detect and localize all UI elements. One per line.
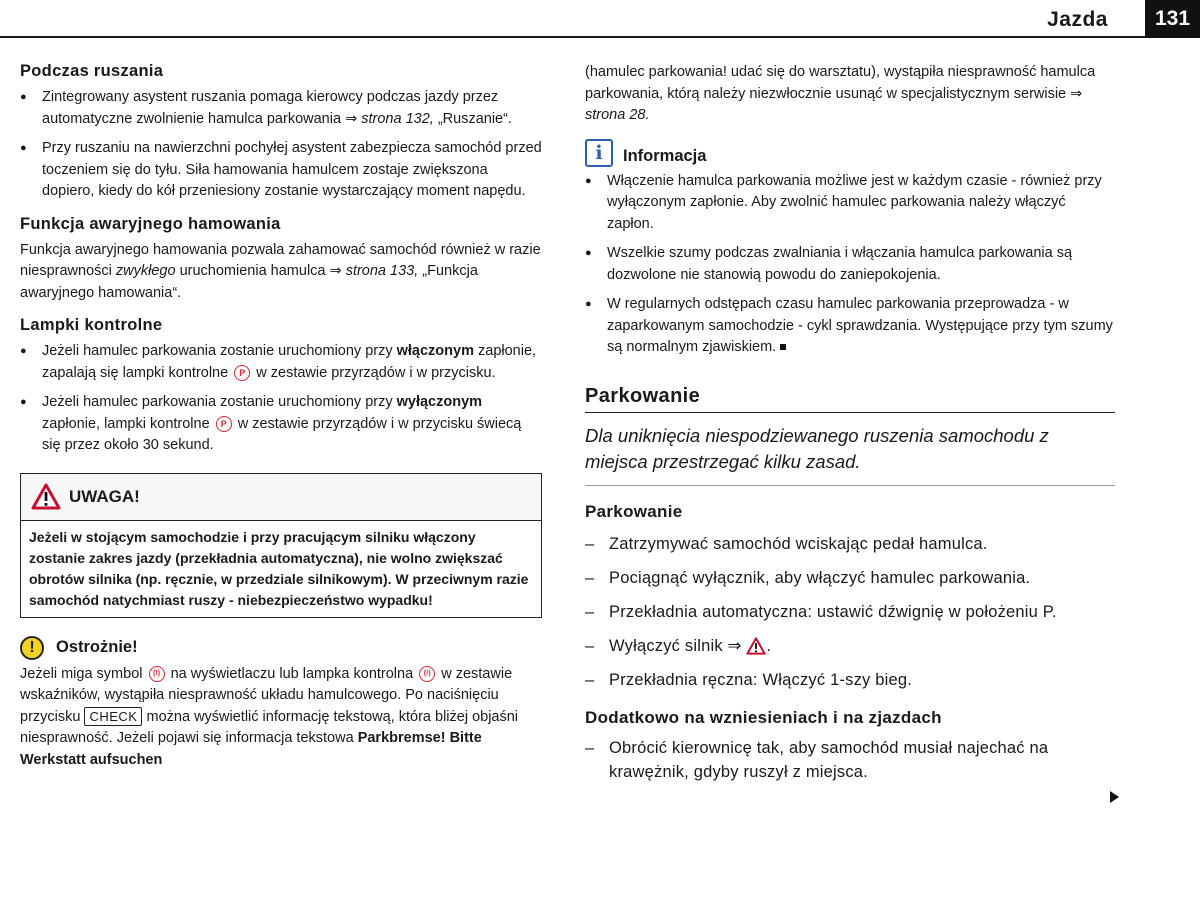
caution-exclamation-icon: ! (20, 636, 44, 660)
warning-header (21, 474, 541, 521)
text: W regularnych odstępach czasu hamulec parkowania przeprowadza - w zaparkowanym samochodzie - cykl sprawdzania. Występujące przy tym szumy są normalnym zjawiskiem. (607, 296, 1113, 355)
caution-label: Ostrożnie! (56, 638, 138, 656)
page-header-line (0, 36, 1200, 38)
list-item: – Obrócić kierownicę tak, aby samochód musiał najechać na krawężnik, gdyby ruszył z miejsca. (585, 736, 1115, 784)
text: na wyświetlaczu lub lampka kontrolna (170, 665, 414, 682)
bullet-paragraph (20, 341, 542, 384)
caution-text (20, 664, 542, 772)
list-item: – Wyłączyć silnik ⇒ . (585, 634, 1115, 658)
text: w zestawie przyrządów i w przycisku świecą się przez około 30 sekund. (42, 415, 522, 453)
end-marker-icon (780, 344, 786, 350)
bullet-paragraph (20, 87, 542, 130)
page-number: 131 (1145, 0, 1200, 38)
info-header (585, 139, 1115, 167)
section-heading-parkowanie: Parkowanie (585, 385, 1115, 413)
bold-text: Parkbremse! Bitte Werkstatt aufsuchen (20, 730, 482, 768)
text: w zestawie przyrządów i w przycisku. (256, 364, 496, 381)
emphasis: zwykłego (115, 263, 176, 279)
page-reference-link[interactable]: ⇒ strona 28. (585, 85, 1083, 123)
subheading-parkowanie: Parkowanie (585, 501, 683, 521)
list-item: – Zatrzymywać samochód wciskając pedał hamulca. (585, 532, 1115, 556)
section-title: Jazda (1047, 8, 1108, 31)
brake-warning-lamp-icon: (!) (419, 666, 435, 682)
list-item: – Przekładnia ręczna: Włączyć 1-szy bieg. (585, 668, 1115, 692)
text: Wyłączyć silnik ⇒ (609, 636, 742, 655)
subheading-slopes: Dodatkowo na wzniesieniach i na zjazdach (585, 707, 942, 727)
left-column (20, 62, 542, 771)
text: Jeżeli hamulec parkowania zostanie uruchomiony przy (42, 394, 393, 410)
right-column (585, 62, 1115, 794)
page-reference-link[interactable]: ⇒ strona 132, (345, 110, 434, 127)
text: „Ruszanie“. (437, 110, 512, 127)
bullet-paragraph (20, 392, 542, 457)
caution-header (20, 636, 542, 660)
bold-text: wyłączonym (396, 394, 483, 410)
text: uruchomienia hamulca (179, 263, 326, 279)
list-item: – Pociągnąć wyłącznik, aby włączyć hamulec parkowania. (585, 566, 1115, 590)
parking-brake-lamp-icon: P (216, 416, 232, 432)
check-button-label: CHECK (84, 707, 142, 726)
text: zapłonie, lampki kontrolne (42, 415, 210, 432)
brake-warning-symbol-icon: (!) (149, 666, 165, 682)
warning-triangle-icon (31, 483, 61, 510)
info-bullet: ● Wszelkie szumy podczas zwalniania i włączania hamulca parkowania są dozwolone nie stanowią powodu do zaniepokojenia. (585, 243, 1115, 286)
parking-brake-lamp-icon: P (234, 365, 250, 381)
info-bullet: ● Włączenie hamulca parkowania możliwe jest w każdym czasie - również przy wyłączonym zapłonie. Aby zwolnić hamulec parkowania należy włączyć zapłon. (585, 171, 1115, 236)
warning-label: UWAGA! (69, 486, 140, 506)
text: Jeżeli hamulec parkowania zostanie uruchomiony przy (42, 343, 393, 359)
text: w zestawie wskaźników, wystąpiła niesprawność układu hamulcowego. Po naciśnięciu przycisku (20, 665, 513, 725)
heading-podczas-ruszania: Podczas ruszania (20, 62, 164, 80)
heading-funkcja-awaryjnego: Funkcja awaryjnego hamowania (20, 214, 281, 233)
warning-text: Jeżeli w stojącym samochodzie i przy pracującym silniku włączony zostanie zakres jazdy (przekładnia automatyczna), nie wolno zwiększać obrotów silnika (np. ręcznie, w przedziale silnikowym). W przeciwnym razie samochód natychmiast ruszy - niebezpieczeństwo wypadku! (29, 528, 529, 608)
intro-text: Dla uniknięcia niespodziewanego ruszenia samochodu z miejsca przestrzegać kilku zasad. (585, 423, 1115, 486)
text: (hamulec parkowania! udać się do warsztatu), wystąpiła niesprawność hamulca parkowania, którą należy niezwłocznie usunąć w specjalistycznym serwisie (585, 64, 1096, 102)
text: Zintegrowany asystent ruszania pomaga kierowcy podczas jazdy przez automatyczne zwolnienie hamulca parkowania (42, 89, 499, 127)
page-reference-link[interactable]: ⇒ strona 133, (329, 263, 419, 279)
text: Jeżeli miga symbol (20, 665, 143, 682)
text: zapłonie, zapalają się lampki kontrolne (42, 343, 537, 381)
bullet-paragraph: ● Przy ruszaniu na nawierzchni pochyłej asystent zabezpiecza samochód przed toczeniem się do tyłu. Siła hamowania hamulcem zostaje zwiększona dopiero, kiedy do kół przeniesiony zostanie wystarczający moment napędu. (20, 138, 542, 203)
continue-arrow-icon (1110, 791, 1119, 803)
heading-lampki-kontrolne: Lampki kontrolne (20, 316, 163, 334)
list-item: – Przekładnia automatyczna: ustawić dźwignię w położeniu P. (585, 600, 1115, 624)
info-icon: i (585, 139, 613, 167)
bold-text: włączonym (396, 343, 474, 359)
info-label: Informacja (623, 147, 707, 165)
warning-triangle-icon (746, 637, 766, 655)
text: „Funkcja awaryjnego hamowania“. (20, 263, 478, 301)
text: można wyświetlić informację tekstową, która bliżej objaśni niesprawność. Jeżeli pojawi się informacja tekstowa (20, 708, 519, 746)
paragraph (20, 240, 542, 305)
continued-paragraph (585, 62, 1115, 127)
text: Funkcja awaryjnego hamowania pozwala zahamować samochód również w razie niesprawności (20, 241, 541, 279)
warning-box (20, 473, 542, 618)
parking-steps (585, 532, 1115, 692)
info-bullet (585, 294, 1115, 359)
